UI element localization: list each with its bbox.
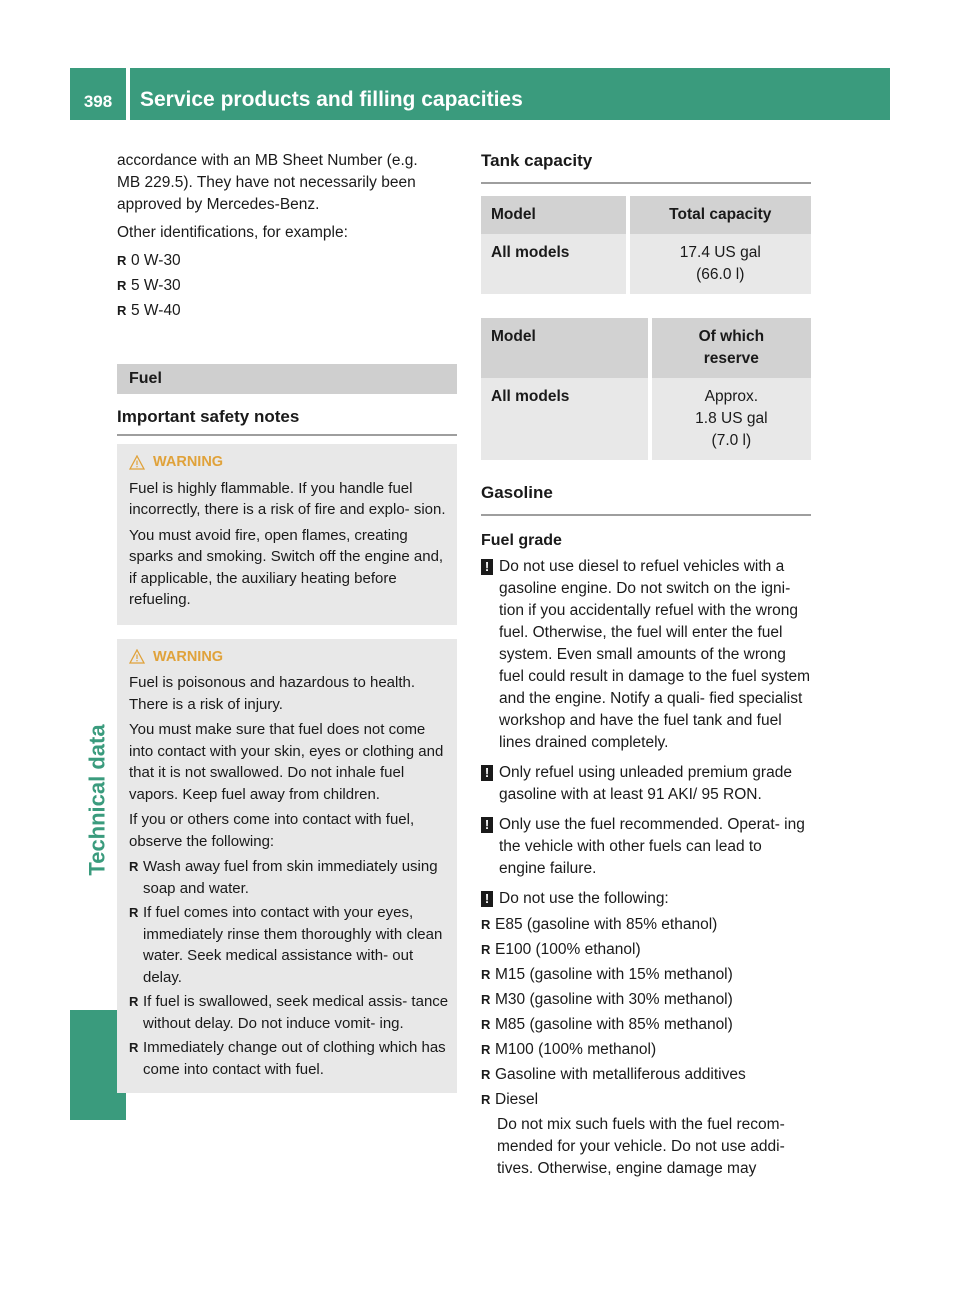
notice-text: Only refuel using unleaded premium grade gasoline with at least 91 AKI/ 95 RON.: [499, 764, 792, 803]
section-heading-fuel: Fuel: [117, 364, 457, 394]
warning-text: Fuel is highly flammable. If you handle fuel incorrectly, there is a risk of fire and explo- sion.: [129, 479, 446, 518]
reserve-value: 1.8 US gal: [695, 410, 768, 427]
warning-label: WARNING: [153, 454, 224, 470]
notice-item: [481, 556, 811, 754]
fuel-grade-title: Fuel grade: [481, 532, 562, 549]
exclamation-icon: !: [481, 765, 493, 781]
subheading-safety-notes: Important safety notes: [117, 394, 457, 436]
exclamation-icon: !: [481, 817, 493, 833]
notice-text: Only use the fuel recommended. Operat- ing the vehicle with other fuels can lead to engine failure.: [499, 816, 805, 877]
warning-box-poisonous: [117, 639, 457, 1094]
right-column: [481, 150, 811, 1186]
oil-grade-list: [117, 250, 457, 322]
notice-item: [481, 814, 811, 880]
list-item: R Immediately change out of clothing which has come into contact with fuel.: [129, 1037, 449, 1080]
header-line: Of which: [698, 328, 765, 345]
warning-triangle-icon: [129, 649, 145, 665]
warning-text: If you or others come into contact with fuel, observe the following:: [129, 811, 415, 850]
table-header-row: [481, 318, 811, 378]
table-header-row: [481, 196, 811, 234]
tank-capacity-title: Tank capacity: [481, 150, 811, 184]
list-item: R Wash away fuel from skin immediately using soap and water.: [129, 856, 449, 899]
other-identifications: Other identifications, for example:: [117, 224, 348, 241]
exclamation-icon: !: [481, 559, 493, 575]
page-number: 398: [70, 68, 126, 120]
page-header-title: Service products and filling capacities: [130, 68, 890, 120]
warning-triangle-icon: [129, 455, 145, 471]
list-item: R 5 W-40: [117, 300, 457, 322]
capacity-value-metric: (66.0 l): [696, 266, 745, 283]
list-item: R E100 (100% ethanol): [481, 939, 811, 961]
intro-line: MB 229.5). They have not necessarily been: [117, 174, 416, 191]
notice-text: Do not use the following:: [499, 890, 669, 907]
list-item: R If fuel is swallowed, seek medical assis- tance without delay. Do not induce vomit- ing.: [129, 991, 449, 1034]
warning-box-flammable: [117, 444, 457, 625]
list-item: R If fuel comes into contact with your eyes, immediately rinse them thoroughly with clean water. Seek medical assistance with- out delay.: [129, 902, 449, 988]
list-item: R 0 W-30: [117, 250, 457, 272]
side-tab-label: Technical data: [85, 724, 111, 876]
total-capacity-table: [481, 196, 811, 294]
table-cell: All models: [481, 378, 648, 460]
list-item: R Diesel: [481, 1089, 811, 1111]
reserve-value-metric: (7.0 l): [711, 432, 752, 449]
table-header-cell: [648, 318, 811, 378]
notice-text: Do not use diesel to refuel vehicles with a gasoline engine. Do not switch on the igni- tion if you accidentally refuel with the wrong fuel. Otherwise, the fuel will enter the fuel system. Even small amounts of the wrong fuel could result in damage to the fuel system and the engine. Notify a quali- fied specialist workshop and have the fuel tank and fuel lines drained completely.: [499, 558, 811, 751]
left-column: [117, 150, 457, 1093]
warning-text: You must avoid fire, open flames, creating sparks and smoking. Switch off the engine and, if applicable, the auxiliary heating before refueling.: [129, 526, 444, 608]
list-item: R M30 (gasoline with 30% methanol): [481, 989, 811, 1011]
warning-text: You must make sure that fuel does not come into contact with your skin, eyes or clothing and that it is not swallowed. Do not inhale fuel vapors. Keep fuel away from children.: [129, 721, 444, 803]
list-item: R M100 (100% methanol): [481, 1039, 811, 1061]
gasoline-title: Gasoline: [481, 482, 811, 516]
table-header-cell: Model: [481, 318, 648, 378]
header-line: reserve: [703, 350, 759, 367]
warning-title: [129, 452, 449, 474]
table-header-cell: Model: [481, 196, 626, 234]
table-row: [481, 234, 811, 294]
closing-paragraph: Do not mix such fuels with the fuel recom- mended for your vehicle. Do not use addi- tives. Otherwise, engine damage may: [497, 1116, 785, 1177]
list-item: R Gasoline with metalliferous additives: [481, 1064, 811, 1086]
first-aid-list: [129, 856, 449, 1080]
notice-item: [481, 888, 811, 910]
list-item: R M15 (gasoline with 15% methanol): [481, 964, 811, 986]
prohibited-fuels-list: [481, 914, 811, 1111]
warning-title: [129, 647, 449, 669]
list-item: R M85 (gasoline with 85% methanol): [481, 1014, 811, 1036]
intro-line: accordance with an MB Sheet Number (e.g.: [117, 152, 418, 169]
table-cell: [626, 234, 811, 294]
warning-label: WARNING: [153, 648, 224, 665]
table-cell: [648, 378, 811, 460]
list-item: R E85 (gasoline with 85% ethanol): [481, 914, 811, 936]
reserve-capacity-table: [481, 318, 811, 460]
intro-line: approved by Mercedes-Benz.: [117, 196, 320, 213]
notice-item: [481, 762, 811, 806]
reserve-approx: Approx.: [704, 388, 759, 405]
list-item: R 5 W-30: [117, 275, 457, 297]
capacity-value: 17.4 US gal: [679, 244, 761, 261]
table-cell: All models: [481, 234, 626, 294]
intro-paragraph: [117, 150, 457, 216]
exclamation-icon: !: [481, 891, 493, 907]
warning-text: Fuel is poisonous and hazardous to health. There is a risk of injury.: [129, 674, 416, 713]
table-header-cell: Total capacity: [626, 196, 811, 234]
table-row: [481, 378, 811, 460]
